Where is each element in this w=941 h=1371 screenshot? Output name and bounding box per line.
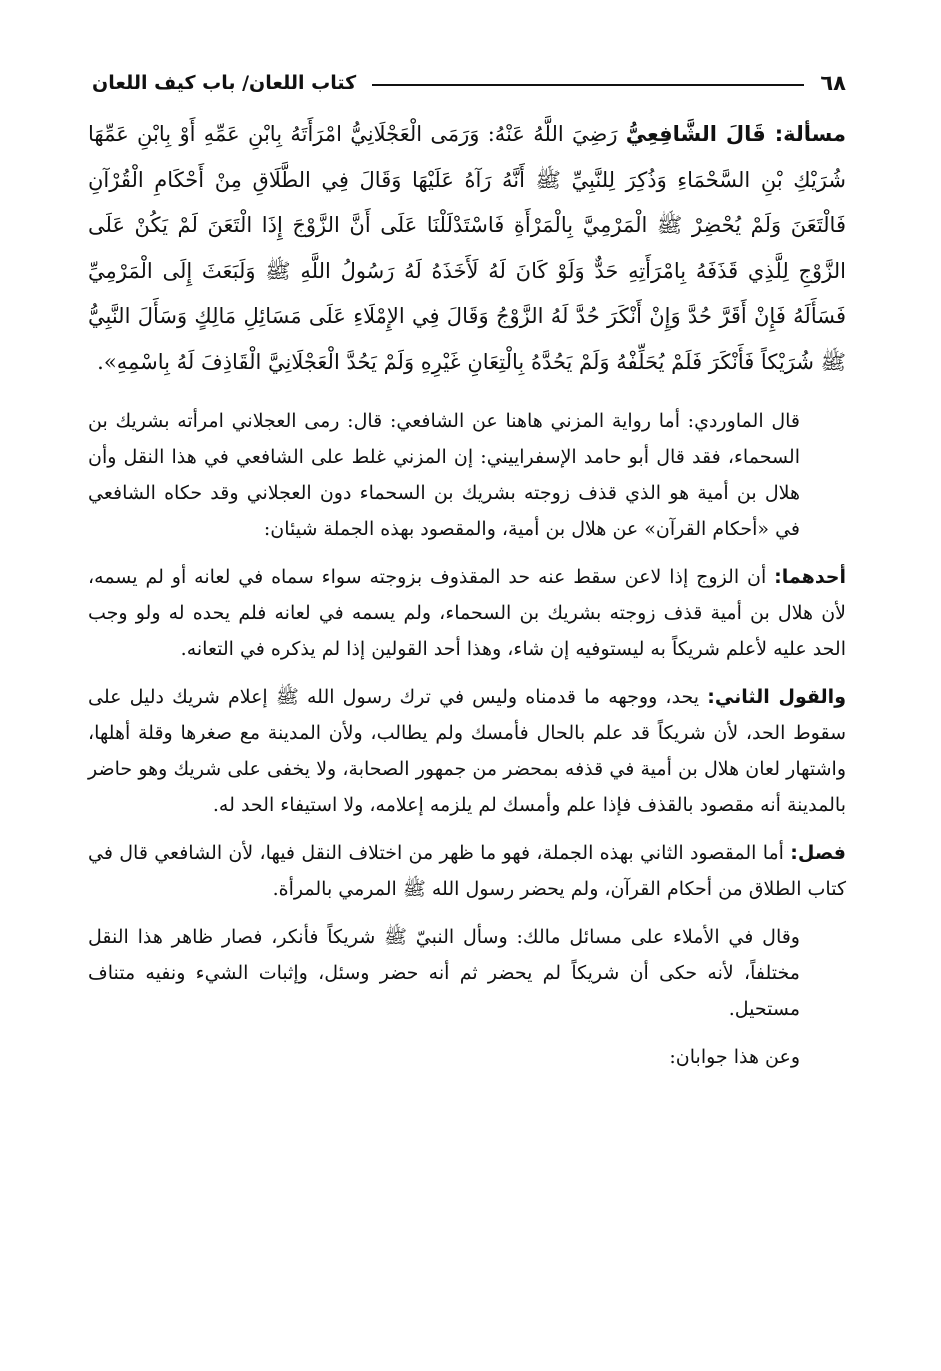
page-header <box>92 66 846 100</box>
second-opinion-lead: والقول الثاني: <box>707 686 846 708</box>
second-opinion-text: يحد، ووجهه ما قدمناه وليس في ترك رسول الله ﷺ إعلام شريك دليل على سقوط الحد، لأن شريكاً قد علم بالحال فأمسك ولم يطالب، ولأن المدينة مع صغرها وقلة أهلها، واشتهار لعان هلال بن أمية في قذفه بمحضر من جمهور الصحابة، ولا يخفى على شريك وهو حاضر بالمدينة أنه مقصود بالقذف فإذا علم وأمسك لم يلزمه إعلامه، ولا استيفاء الحد له. <box>88 686 846 816</box>
fasl-text: أما المقصود الثاني بهذه الجملة، فهو ما ظهر من اختلاف النقل فيها، لأن الشافعي قال في كتاب الطلاق من أحكام القرآن، ولم يحضر رسول الله ﷺ المرمي بالمرأة. <box>88 842 846 900</box>
masala-lead: مسألة: قَالَ الشَّافِعِيُّ <box>625 122 846 146</box>
first-point-paragraph <box>88 559 846 667</box>
answers-heading: وعن هذا جوابان: <box>669 1046 800 1068</box>
imla-paragraph: وقال في الأملاء على مسائل مالك: وسأل النبيّ ﷺ شريكاً فأنكر، فصار ظاهر هذا النقل مختلفاً، لأنه حكى أن شريكاً لم يحضر ثم أنه حضر وسئل، وإثبات الشيء ونفيه متناف مستحيل. <box>88 926 800 1020</box>
masala-paragraph <box>88 112 846 385</box>
page-body <box>88 112 846 1075</box>
masala-text: رَضِيَ اللَّهُ عَنْهُ: وَرَمَى الْعَجْلَانِيُّ امْرَأَتَهُ بِابْنِ عَمِّهِ أَوْ بِابْنِ عَمِّهَا شُرَيْكِ بْنِ السَّحْمَاءِ وَذُكِرَ لِلنَّبِيِّ ﷺ أَنَّهُ رَآهُ عَلَيْهَا وَقَالَ فِي الطَّلَاقِ مِنْ أَحْكَامِ الْقُرْآنِ فَالْتَعَنَ وَلَمْ يُحْضِرْ ﷺ الْمَرْمِيَّ بِالْمَرْأَةِ فَاسْتَدْلَلْنَا عَلَى أَنَّ الزَّوْجَ إِذَا الْتَعَنَ لَمْ يَكُنْ عَلَى الزَّوْجِ لِلَّذِي قَذَفَهُ بِامْرَأَتِهِ حَدٌّ وَلَوْ كَانَ لَهُ لَأَخَذَهُ لَهُ رَسُولُ اللَّهِ ﷺ وَلَبَعَثَ إِلَى الْمَرْمِيِّ فَسَأَلَهُ فَإِنْ أَقَرَّ حُدَّ وَإِنْ أَنْكَرَ حُدَّ لَهُ الزَّوْجُ وَقَالَ فِي الإِمْلَاءِ عَلَى مَسَائِلِ مَالِكٍ وَسَأَلَ النَّبِيُّ ﷺ شُرَيْكاً فَأَنْكَرَ فَلَمْ يُحَلِّفْهُ وَلَمْ يَحُدَّهُ بِالْتِعَانِ غَيْرِهِ وَلَمْ يَحُدَّ الْعَجْلَانِيَّ الْقَاذِفَ لَهُ بِاسْمِهِ». <box>88 122 846 374</box>
second-opinion-paragraph <box>88 679 846 823</box>
header-rule <box>372 84 804 86</box>
page-number: ٦٨ <box>820 71 846 95</box>
first-point-text: أن الزوج إذا لاعن سقط عنه حد المقذوف بزوجته سواء سماه في لعانه أو لم يسمه، لأن هلال بن أمية قذف زوجته بشريك بن السحماء، ولم يسمه في لعانه فلم يحده له ولو وجب الحد عليه لأعلم شريكاً به ليستوفيه إن شاء، وهذا أحد القولين إذا لم يذكره في التعانه. <box>88 566 846 660</box>
running-title: كتاب اللعان/ باب كيف اللعان <box>92 72 357 94</box>
mawardi-paragraph: قال الماوردي: أما رواية المزني هاهنا عن الشافعي: قال: رمى العجلاني امرأته بشريك بن السحماء، فقد قال أبو حامد الإسفراييني: إن المزني غلط على الشافعي في هذا النقل وأن هلال بن أمية هو الذي قذف زوجته بشريك بن السحماء دون العجلاني وقد حكاه الشافعي في «أحكام القرآن» عن هلال بن أمية، والمقصود بهذه الجملة شيئان: <box>88 410 800 540</box>
fasl-lead: فصل: <box>790 842 846 864</box>
first-point-lead: أحدهما: <box>774 566 846 588</box>
fasl-paragraph <box>88 835 846 907</box>
